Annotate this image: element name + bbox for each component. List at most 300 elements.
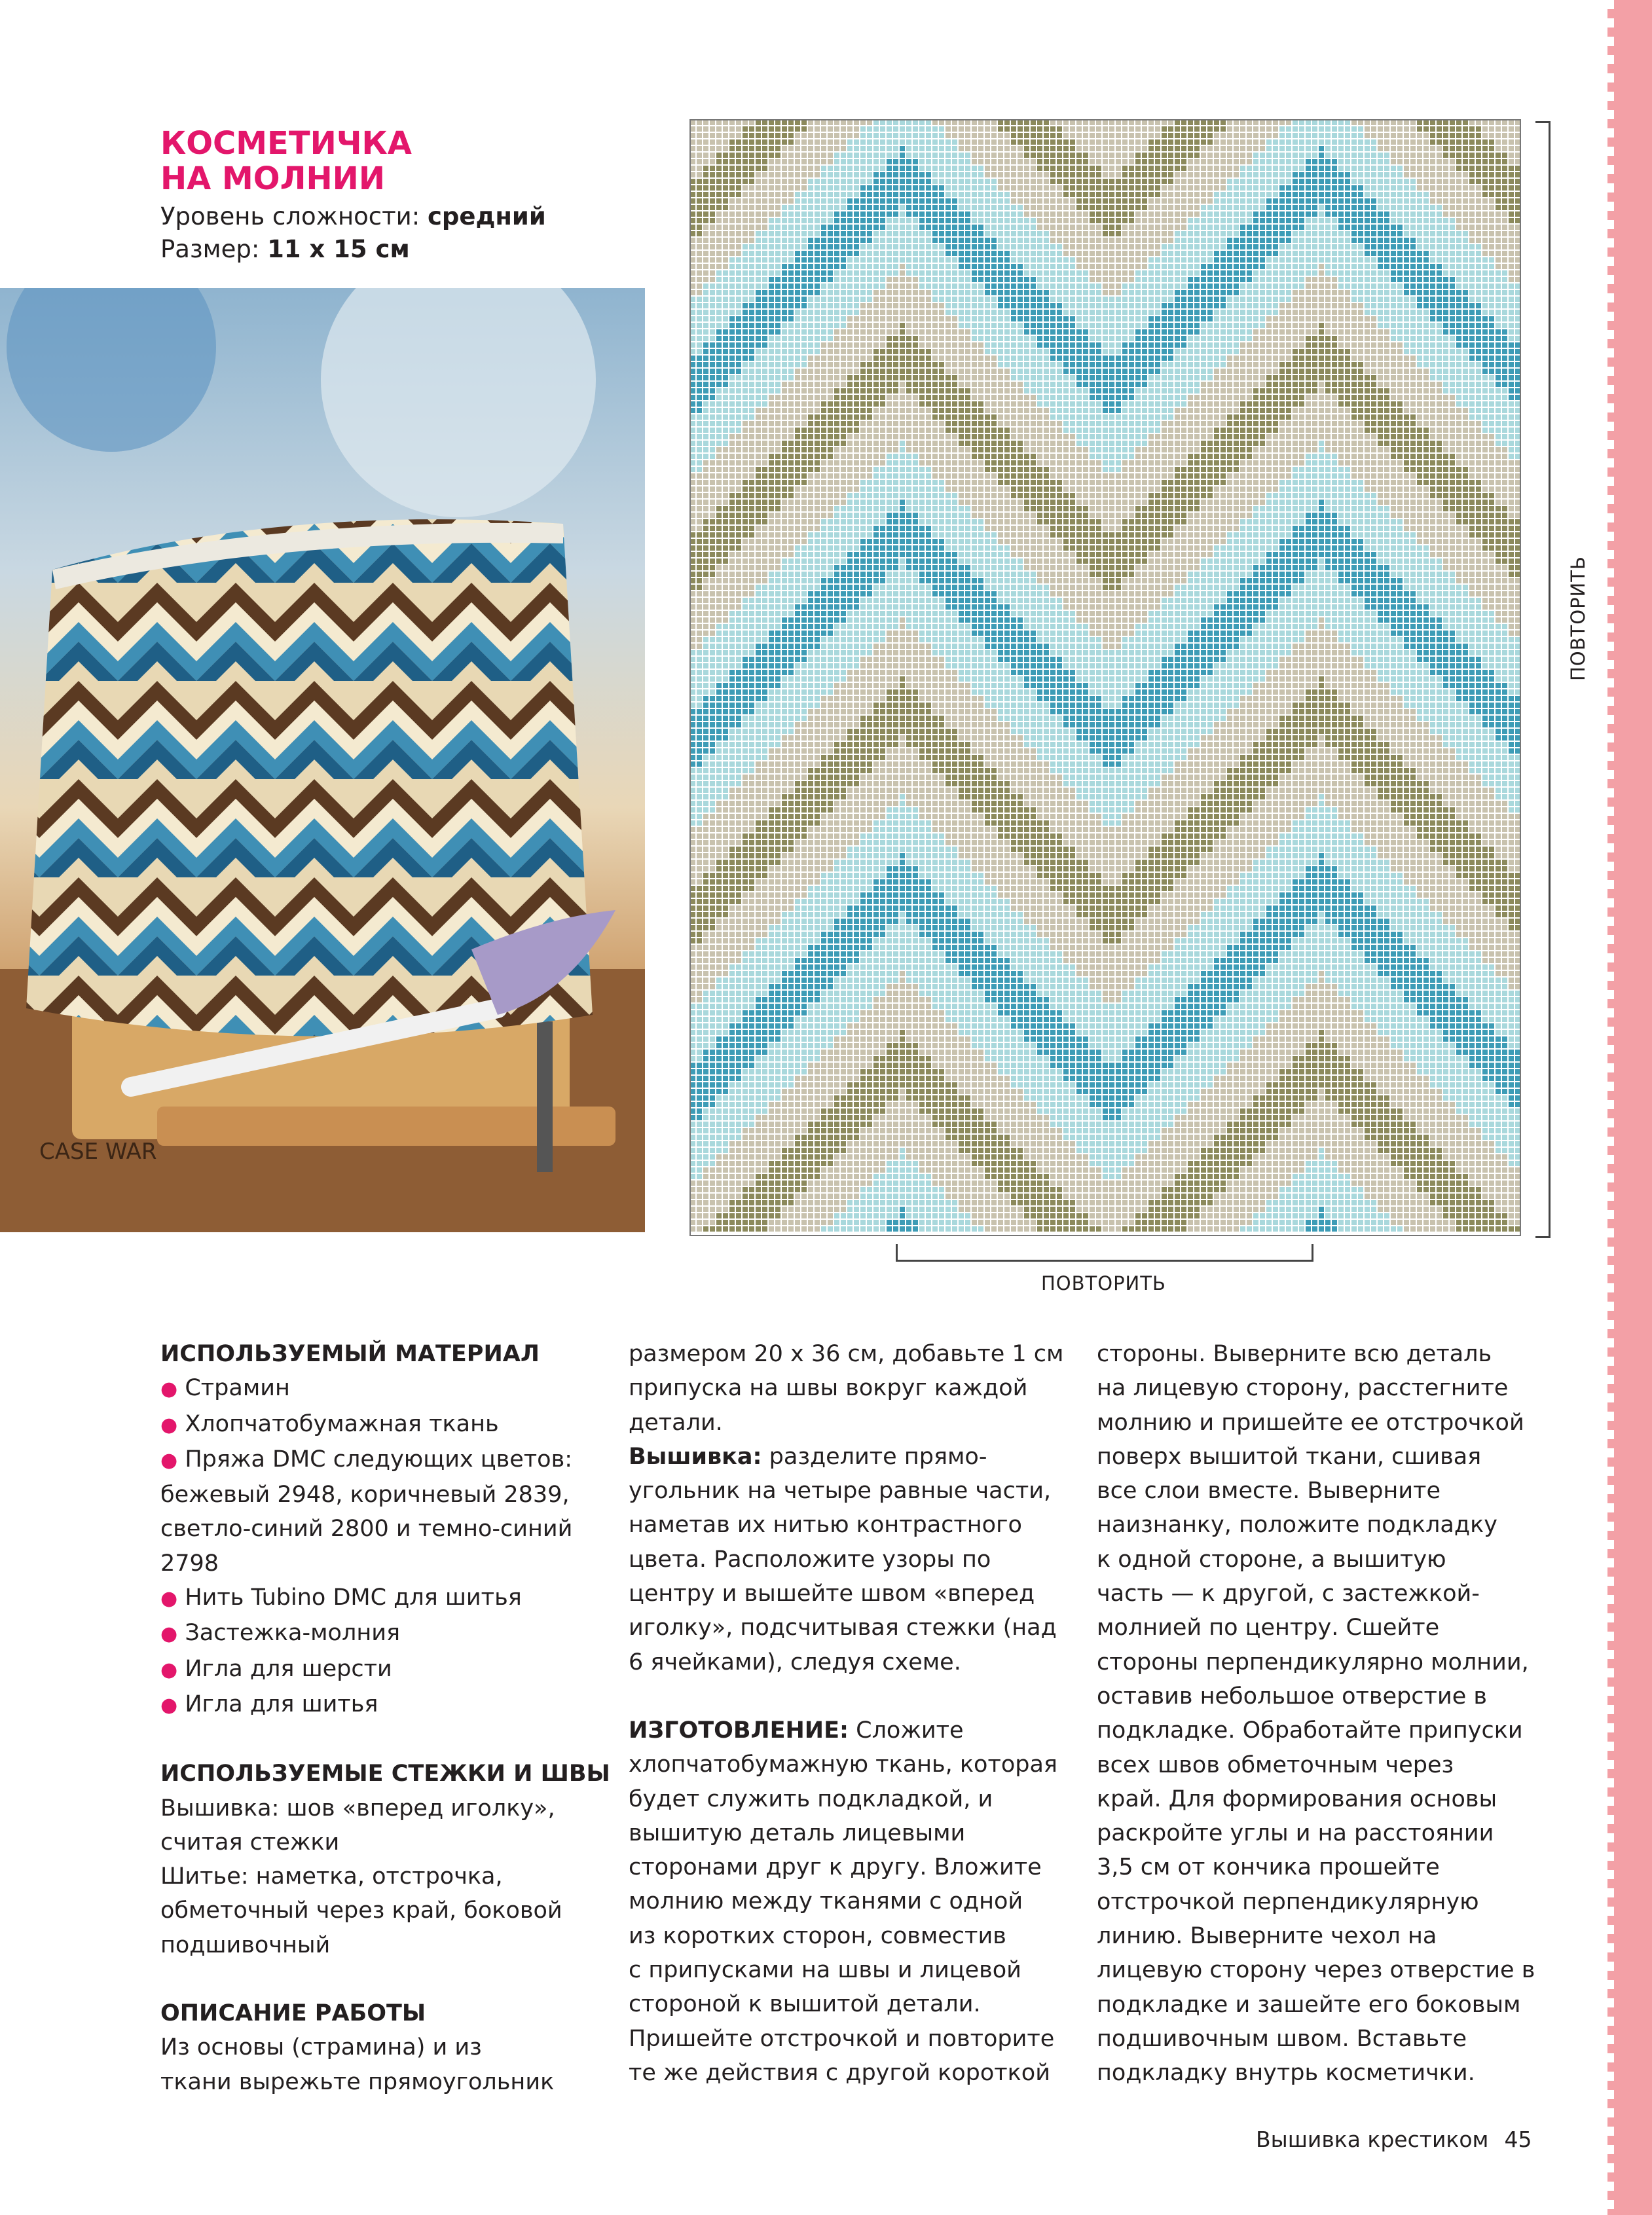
- chart-stitch-cell: [749, 703, 754, 708]
- chart-stitch-cell: [860, 676, 866, 682]
- chart-stitch-cell: [854, 264, 859, 269]
- chart-stitch-cell: [821, 735, 826, 741]
- chart-stitch-cell: [834, 1056, 839, 1061]
- chart-stitch-cell: [762, 349, 767, 354]
- chart-stitch-cell: [729, 290, 735, 295]
- chart-stitch-cell: [697, 1115, 702, 1120]
- chart-stitch-cell: [815, 486, 820, 492]
- chart-stitch-cell: [782, 860, 787, 865]
- chart-stitch-cell: [867, 951, 872, 957]
- chart-stitch-cell: [854, 356, 859, 361]
- chart-stitch-cell: [729, 270, 735, 276]
- chart-stitch-cell: [860, 1089, 866, 1094]
- chart-stitch-cell: [841, 519, 846, 524]
- chart-stitch-cell: [723, 951, 728, 957]
- chart-stitch-cell: [762, 500, 767, 505]
- chart-stitch-cell: [723, 480, 728, 485]
- chart-stitch-cell: [854, 676, 859, 682]
- chart-stitch-cell: [834, 310, 839, 315]
- chart-stitch-cell: [769, 552, 774, 557]
- chart-stitch-cell: [788, 775, 794, 780]
- chart-stitch-cell: [788, 906, 794, 911]
- chart-stitch-cell: [736, 153, 741, 158]
- chart-stitch-cell: [854, 919, 859, 924]
- chart-stitch-cell: [795, 558, 800, 564]
- chart-stitch-cell: [834, 1174, 839, 1179]
- chart-stitch-cell: [841, 938, 846, 943]
- chart-stitch-cell: [841, 264, 846, 269]
- chart-stitch-cell: [788, 1030, 794, 1035]
- chart-stitch-cell: [697, 231, 702, 236]
- chart-stitch-cell: [808, 159, 813, 164]
- chart-stitch-cell: [762, 205, 767, 210]
- chart-stitch-cell: [782, 683, 787, 688]
- chart-stitch-cell: [867, 611, 872, 616]
- chart-stitch-cell: [808, 205, 813, 210]
- chart-stitch-cell: [808, 768, 813, 773]
- chart-stitch-cell: [834, 1135, 839, 1140]
- chart-stitch-cell: [703, 650, 708, 655]
- chart-stitch-cell: [749, 964, 754, 970]
- chart-stitch-cell: [795, 938, 800, 943]
- chart-stitch-cell: [873, 375, 879, 380]
- chart-stitch-cell: [801, 1108, 807, 1114]
- chart-stitch-cell: [756, 1200, 761, 1205]
- chart-stitch-cell: [762, 951, 767, 957]
- chart-stitch-cell: [834, 401, 839, 407]
- chart-stitch-cell: [736, 545, 741, 551]
- chart-stitch-cell: [736, 899, 741, 904]
- chart-stitch-cell: [841, 356, 846, 361]
- chart-stitch-cell: [834, 572, 839, 577]
- chart-stitch-cell: [880, 441, 885, 446]
- chart-stitch-cell: [756, 251, 761, 256]
- chart-stitch-cell: [690, 827, 695, 832]
- chart-stitch-cell: [749, 467, 754, 472]
- chart-stitch-cell: [762, 310, 767, 315]
- chart-stitch-cell: [716, 460, 722, 466]
- chart-stitch-cell: [703, 964, 708, 970]
- chart-stitch-cell: [716, 709, 722, 714]
- chart-stitch-cell: [743, 1082, 748, 1088]
- chart-stitch-cell: [815, 833, 820, 839]
- chart-stitch-cell: [736, 513, 741, 518]
- chart-stitch-cell: [697, 513, 702, 518]
- chart-stitch-cell: [873, 205, 879, 210]
- chart-stitch-cell: [815, 598, 820, 603]
- chart-stitch-cell: [860, 1010, 866, 1016]
- chart-stitch-cell: [815, 964, 820, 970]
- chart-stitch-cell: [867, 257, 872, 263]
- chart-stitch-cell: [854, 139, 859, 145]
- chart-stitch-cell: [821, 388, 826, 394]
- chart-stitch-cell: [834, 611, 839, 616]
- chart-stitch-cell: [710, 532, 715, 538]
- chart-stitch-cell: [729, 1174, 735, 1179]
- chart-stitch-cell: [769, 1141, 774, 1146]
- chart-stitch-cell: [801, 480, 807, 485]
- chart-stitch-cell: [703, 1220, 708, 1225]
- chart-stitch-cell: [795, 270, 800, 276]
- chart-stitch-cell: [834, 480, 839, 485]
- chart-stitch-cell: [723, 1102, 728, 1107]
- chart-stitch-cell: [860, 997, 866, 1002]
- chart-stitch-cell: [834, 847, 839, 852]
- chart-stitch-cell: [815, 781, 820, 786]
- chart-stitch-cell: [723, 552, 728, 557]
- chart-stitch-cell: [854, 513, 859, 518]
- chart-stitch-cell: [782, 611, 787, 616]
- chart-stitch-cell: [756, 369, 761, 374]
- chart-stitch-cell: [828, 755, 833, 760]
- chart-stitch-cell: [729, 1043, 735, 1048]
- chart-stitch-cell: [795, 1115, 800, 1120]
- chart-stitch-cell: [795, 748, 800, 754]
- chart-stitch-cell: [762, 428, 767, 433]
- chart-stitch-cell: [795, 847, 800, 852]
- chart-stitch-cell: [808, 316, 813, 321]
- chart-stitch-cell: [847, 833, 853, 839]
- chart-stitch-cell: [729, 211, 735, 217]
- chart-stitch-cell: [828, 316, 833, 321]
- chart-stitch-cell: [723, 997, 728, 1002]
- chart-stitch-cell: [828, 689, 833, 695]
- chart-stitch-cell: [743, 788, 748, 793]
- chart-stitch-cell: [821, 958, 826, 963]
- chart-stitch-cell: [854, 447, 859, 452]
- chart-stitch-cell: [828, 1089, 833, 1094]
- chart-stitch-cell: [801, 225, 807, 230]
- chart-stitch-cell: [782, 434, 787, 439]
- chart-stitch-cell: [828, 1004, 833, 1009]
- chart-stitch-cell: [815, 1141, 820, 1146]
- chart-stitch-cell: [867, 768, 872, 773]
- chart-stitch-cell: [815, 1004, 820, 1009]
- chart-stitch-cell: [808, 139, 813, 145]
- chart-stitch-cell: [756, 1056, 761, 1061]
- chart-stitch-cell: [801, 1213, 807, 1218]
- chart-stitch-cell: [690, 670, 695, 675]
- chart-stitch-cell: [723, 401, 728, 407]
- chart-stitch-cell: [801, 1076, 807, 1081]
- chart-stitch-cell: [710, 1043, 715, 1048]
- chart-stitch-cell: [867, 526, 872, 531]
- chart-stitch-cell: [834, 637, 839, 642]
- chart-stitch-cell: [775, 906, 780, 911]
- chart-stitch-cell: [690, 297, 695, 302]
- chart-stitch-cell: [782, 951, 787, 957]
- chart-stitch-cell: [756, 768, 761, 773]
- chart-stitch-cell: [795, 801, 800, 806]
- chart-stitch-cell: [788, 617, 794, 623]
- chart-stitch-cell: [775, 886, 780, 891]
- chart-stitch-cell: [716, 139, 722, 145]
- chart-stitch-cell: [834, 500, 839, 505]
- chart-stitch-cell: [697, 139, 702, 145]
- chart-stitch-cell: [729, 788, 735, 793]
- chart-stitch-cell: [873, 735, 879, 741]
- chart-stitch-cell: [723, 585, 728, 590]
- chart-stitch-cell: [847, 166, 853, 171]
- chart-stitch-cell: [749, 997, 754, 1002]
- chart-stitch-cell: [834, 598, 839, 603]
- chart-stitch-cell: [847, 480, 853, 485]
- chart-stitch-cell: [834, 676, 839, 682]
- chart-stitch-cell: [854, 545, 859, 551]
- chart-stitch-cell: [716, 755, 722, 760]
- chart-stitch-cell: [703, 179, 708, 184]
- chart-stitch-cell: [775, 297, 780, 302]
- chart-stitch-cell: [828, 382, 833, 387]
- chart-stitch-cell: [834, 139, 839, 145]
- chart-stitch-cell: [860, 434, 866, 439]
- chart-stitch-cell: [801, 395, 807, 400]
- chart-stitch-cell: [815, 1187, 820, 1192]
- chart-stitch-cell: [828, 709, 833, 714]
- chart-stitch-cell: [769, 428, 774, 433]
- chart-stitch-cell: [710, 251, 715, 256]
- chart-stitch-cell: [762, 1063, 767, 1068]
- chart-stitch-cell: [828, 631, 833, 636]
- chart-stitch-cell: [808, 932, 813, 937]
- chart-stitch-cell: [782, 971, 787, 976]
- chart-stitch-cell: [815, 1043, 820, 1048]
- chart-stitch-cell: [847, 519, 853, 524]
- chart-stitch-cell: [834, 827, 839, 832]
- chart-stitch-cell: [821, 788, 826, 793]
- chart-stitch-cell: [710, 748, 715, 754]
- chart-stitch-cell: [847, 1063, 853, 1068]
- chart-stitch-cell: [782, 1056, 787, 1061]
- chart-stitch-cell: [769, 801, 774, 806]
- chart-stitch-cell: [749, 382, 754, 387]
- chart-stitch-cell: [769, 611, 774, 616]
- chart-stitch-cell: [782, 290, 787, 295]
- chart-stitch-cell: [782, 1076, 787, 1081]
- chart-stitch-cell: [690, 316, 695, 321]
- chart-stitch-cell: [762, 329, 767, 335]
- chart-stitch-cell: [821, 264, 826, 269]
- chart-stitch-cell: [815, 336, 820, 341]
- chart-stitch-cell: [795, 624, 800, 629]
- chart-stitch-cell: [860, 938, 866, 943]
- chart-stitch-cell: [703, 565, 708, 570]
- pouch-photo: [0, 288, 645, 1232]
- chart-stitch-cell: [782, 1141, 787, 1146]
- chart-stitch-cell: [873, 814, 879, 819]
- chart-stitch-cell: [847, 945, 853, 950]
- chart-stitch-cell: [690, 879, 695, 885]
- chart-stitch-cell: [821, 133, 826, 138]
- chart-stitch-cell: [867, 781, 872, 786]
- chart-stitch-cell: [841, 290, 846, 295]
- chart-stitch-cell: [723, 735, 728, 741]
- chart-stitch-cell: [729, 631, 735, 636]
- chart-stitch-cell: [847, 1010, 853, 1016]
- chart-stitch-cell: [854, 1174, 859, 1179]
- chart-stitch-cell: [690, 722, 695, 727]
- chart-stitch-cell: [821, 1194, 826, 1199]
- chart-stitch-cell: [762, 984, 767, 989]
- chart-stitch-cell: [697, 526, 702, 531]
- chart-stitch-cell: [821, 624, 826, 629]
- chart-stitch-cell: [756, 716, 761, 721]
- chart-stitch-cell: [801, 146, 807, 151]
- chart-stitch-cell: [703, 277, 708, 282]
- chart-stitch-cell: [749, 761, 754, 767]
- chart-stitch-cell: [736, 1226, 741, 1232]
- chart-stitch-cell: [795, 375, 800, 380]
- chart-stitch-cell: [795, 978, 800, 983]
- chart-stitch-cell: [828, 500, 833, 505]
- chart-stitch-cell: [788, 611, 794, 616]
- chart-stitch-cell: [769, 211, 774, 217]
- chart-stitch-cell: [821, 1200, 826, 1205]
- chart-stitch-cell: [756, 473, 761, 479]
- chart-stitch-cell: [788, 552, 794, 557]
- chart-stitch-cell: [729, 1207, 735, 1212]
- chart-stitch-cell: [703, 1102, 708, 1107]
- chart-stitch-cell: [815, 709, 820, 714]
- chart-stitch-cell: [775, 356, 780, 361]
- chart-stitch-cell: [756, 297, 761, 302]
- chart-stitch-cell: [762, 552, 767, 557]
- chart-stitch-cell: [697, 951, 702, 957]
- chart-stitch-cell: [788, 146, 794, 151]
- chart-stitch-cell: [808, 729, 813, 734]
- chart-stitch-cell: [834, 624, 839, 629]
- chart-stitch-cell: [860, 369, 866, 374]
- chart-stitch-cell: [782, 257, 787, 263]
- chart-stitch-cell: [723, 382, 728, 387]
- chart-stitch-cell: [867, 932, 872, 937]
- chart-stitch-cell: [828, 480, 833, 485]
- chart-stitch-cell: [749, 906, 754, 911]
- chart-stitch-cell: [815, 958, 820, 963]
- chart-stitch-cell: [710, 788, 715, 793]
- chart-stitch-cell: [847, 696, 853, 701]
- chart-stitch-cell: [847, 434, 853, 439]
- chart-stitch-cell: [775, 578, 780, 583]
- chart-stitch-cell: [808, 460, 813, 466]
- chart-stitch-cell: [736, 297, 741, 302]
- chart-stitch-cell: [769, 847, 774, 852]
- chart-stitch-cell: [821, 833, 826, 839]
- chart-stitch-cell: [743, 172, 748, 177]
- chart-stitch-cell: [723, 964, 728, 970]
- chart-stitch-cell: [743, 1220, 748, 1225]
- chart-stitch-cell: [743, 932, 748, 937]
- chart-stitch-cell: [834, 375, 839, 380]
- chart-stitch-cell: [743, 1043, 748, 1048]
- chart-stitch-cell: [834, 617, 839, 623]
- chart-stitch-cell: [775, 545, 780, 551]
- chart-stitch-cell: [775, 1063, 780, 1068]
- chart-stitch-cell: [756, 166, 761, 171]
- chart-stitch-cell: [860, 886, 866, 891]
- chart-stitch-cell: [847, 493, 853, 498]
- chart-stitch-cell: [821, 480, 826, 485]
- chart-stitch-cell: [749, 519, 754, 524]
- chart-stitch-cell: [762, 211, 767, 217]
- chart-stitch-cell: [736, 650, 741, 655]
- chart-stitch-cell: [723, 146, 728, 151]
- chart-stitch-cell: [854, 388, 859, 394]
- chart-stitch-cell: [795, 284, 800, 289]
- chart-stitch-cell: [690, 709, 695, 714]
- chart-stitch-cell: [710, 598, 715, 603]
- chart-stitch-cell: [854, 1194, 859, 1199]
- chart-stitch-cell: [815, 460, 820, 466]
- chart-stitch-cell: [769, 251, 774, 256]
- chart-stitch-cell: [703, 860, 708, 865]
- chart-stitch-cell: [880, 277, 885, 282]
- chart-stitch-cell: [743, 1095, 748, 1101]
- chart-stitch-cell: [828, 1220, 833, 1225]
- chart-stitch-cell: [749, 447, 754, 452]
- chart-stitch-cell: [860, 264, 866, 269]
- chart-stitch-cell: [841, 565, 846, 570]
- chart-stitch-cell: [697, 1181, 702, 1186]
- chart-stitch-cell: [815, 945, 820, 950]
- chart-stitch-cell: [828, 578, 833, 583]
- chart-stitch-cell: [736, 794, 741, 799]
- chart-stitch-cell: [867, 1187, 872, 1192]
- chart-stitch-cell: [782, 709, 787, 714]
- chart-stitch-cell: [821, 139, 826, 145]
- chart-stitch-cell: [710, 467, 715, 472]
- chart-stitch-cell: [828, 1187, 833, 1192]
- chart-stitch-cell: [808, 513, 813, 518]
- chart-stitch-cell: [854, 1207, 859, 1212]
- chart-stitch-cell: [841, 428, 846, 433]
- chart-stitch-cell: [828, 873, 833, 878]
- chart-stitch-cell: [801, 552, 807, 557]
- chart-stitch-cell: [841, 513, 846, 518]
- chart-stitch-cell: [756, 604, 761, 610]
- chart-stitch-cell: [703, 441, 708, 446]
- chart-stitch-cell: [841, 847, 846, 852]
- chart-stitch-cell: [788, 486, 794, 492]
- chart-stitch-cell: [723, 879, 728, 885]
- chart-stitch-cell: [795, 794, 800, 799]
- chart-stitch-cell: [723, 185, 728, 191]
- chart-stitch-cell: [775, 434, 780, 439]
- chart-stitch-cell: [788, 722, 794, 727]
- chart-stitch-cell: [690, 768, 695, 773]
- chart-stitch-cell: [756, 1102, 761, 1107]
- chart-stitch-cell: [710, 1036, 715, 1042]
- chart-stitch-cell: [808, 683, 813, 688]
- chart-stitch-cell: [703, 1200, 708, 1205]
- chart-stitch-cell: [828, 801, 833, 806]
- chart-stitch-cell: [716, 775, 722, 780]
- chart-stitch-cell: [788, 401, 794, 407]
- chart-stitch-cell: [795, 1108, 800, 1114]
- chart-stitch-cell: [756, 270, 761, 276]
- chart-stitch-cell: [775, 211, 780, 217]
- chart-stitch-cell: [815, 395, 820, 400]
- chart-stitch-cell: [723, 991, 728, 996]
- chart-stitch-cell: [795, 336, 800, 341]
- chart-stitch-cell: [880, 159, 885, 164]
- chart-stitch-cell: [788, 388, 794, 394]
- chart-stitch-cell: [860, 827, 866, 832]
- chart-stitch-cell: [867, 349, 872, 354]
- chart-stitch-cell: [847, 1128, 853, 1133]
- chart-stitch-cell: [782, 906, 787, 911]
- chart-stitch-cell: [847, 139, 853, 145]
